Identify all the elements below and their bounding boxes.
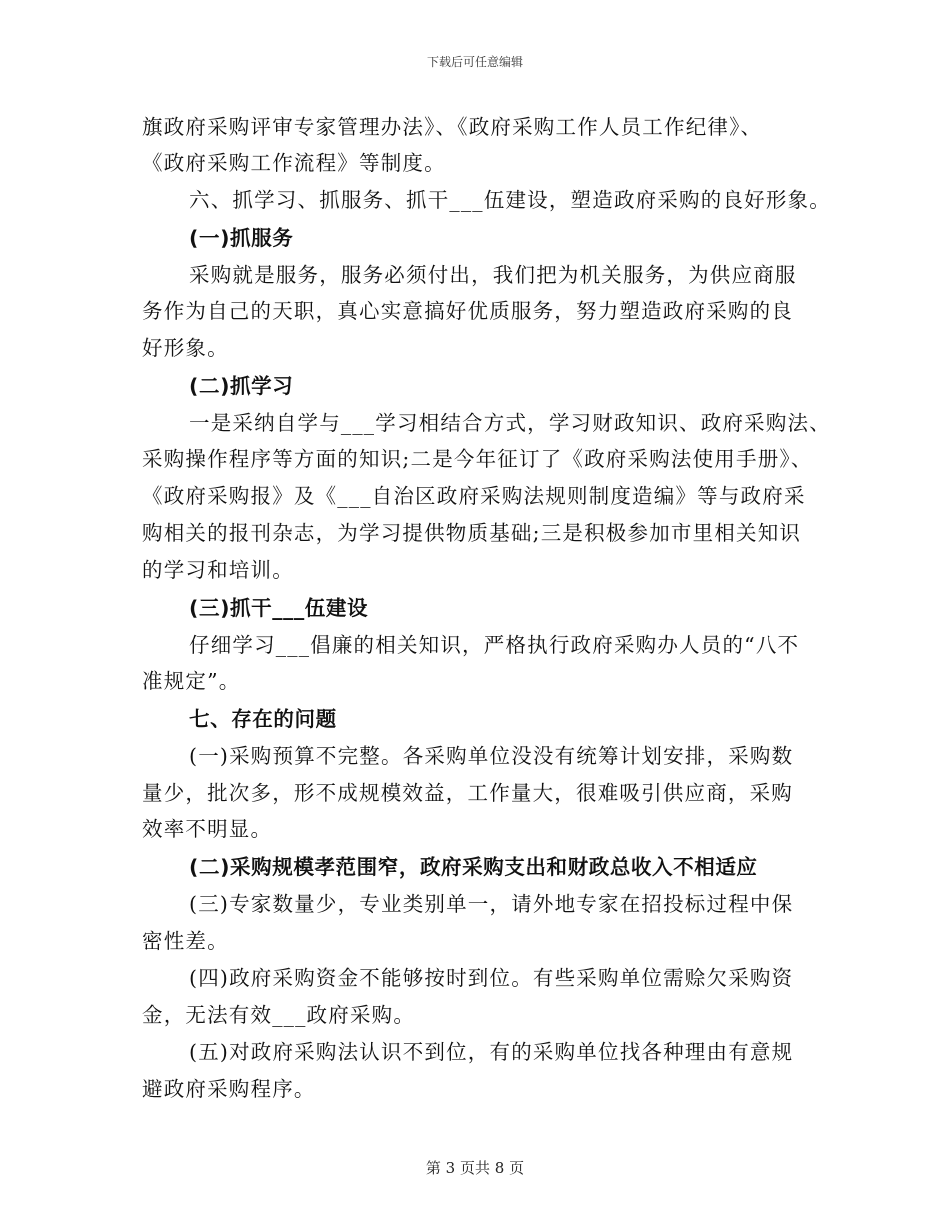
text-line: 效率不明显。 — [142, 817, 273, 841]
text-line: (五)对政府采购法认识不到位，有的采购单位找各种理由有意规 — [189, 1040, 794, 1064]
text-line: 《政府采购报》及《___自治区政府采购法规则制度造编》等与政府采 — [142, 484, 806, 508]
text-line: 准规定”。 — [142, 669, 241, 693]
text-line: 仔细学习___倡廉的相关知识，严格执行政府采购办人员的“八不 — [189, 633, 800, 657]
section-heading: (一)抓服务 — [189, 226, 294, 250]
text-line: 采购操作程序等方面的知识;二是今年征订了《政府采购法使用手册》、 — [142, 447, 813, 471]
text-line: 采购就是服务，服务必须付出，我们把为机关服务，为供应商服 — [189, 263, 797, 287]
page-header: 下载后可任意编辑 — [426, 55, 523, 69]
text-line: 一是采纳自学与___学习相结合方式，学习财政知识、政府采购法、 — [189, 411, 831, 435]
section-heading: (二)抓学习 — [189, 374, 294, 398]
page-footer: 第 3 页共 8 页 — [425, 1159, 525, 1177]
text-line: 购相关的报刊杂志，为学习提供物质基础;三是积极参加市里相关知识 — [142, 521, 802, 545]
text-line: 好形象。 — [142, 336, 229, 360]
text-line: (三)专家数量少，专业类别单一，请外地专家在招投标过程中保 — [189, 892, 794, 916]
section-heading: (三)抓干___伍建设 — [189, 596, 369, 620]
text-line: 金，无法有效___政府采购。 — [142, 1003, 416, 1027]
text-line: 避政府采购程序。 — [142, 1077, 316, 1101]
text-line: 的学习和培训。 — [142, 558, 294, 582]
text-line: 《政府采购工作流程》等制度。 — [142, 151, 446, 175]
text-line: (一)采购预算不完整。各采购单位没没有统筹计划安排，采购数 — [189, 744, 794, 768]
text-line: 六、抓学习、抓服务、抓干___伍建设，塑造政府采购的良好形象。 — [189, 188, 831, 212]
text-line: 务作为自己的天职，真心实意搞好优质服务，努力塑造政府采购的良 — [142, 299, 793, 323]
section-heading: 七、存在的问题 — [189, 707, 337, 731]
text-line: 量少，批次多，形不成规模效益，工作量大，很难吸引供应商，采购 — [142, 781, 793, 805]
text-line: (四)政府采购资金不能够按时到位。有些采购单位需赊欠采购资 — [189, 966, 794, 990]
section-heading: (二)采购规模孝范围窄，政府采购支出和财政总收入不相适应 — [189, 855, 758, 879]
text-line: 密性差。 — [142, 929, 229, 953]
text-line: 旗政府采购评审专家管理办法》、《政府采购工作人员工作纪律》、 — [142, 115, 763, 139]
